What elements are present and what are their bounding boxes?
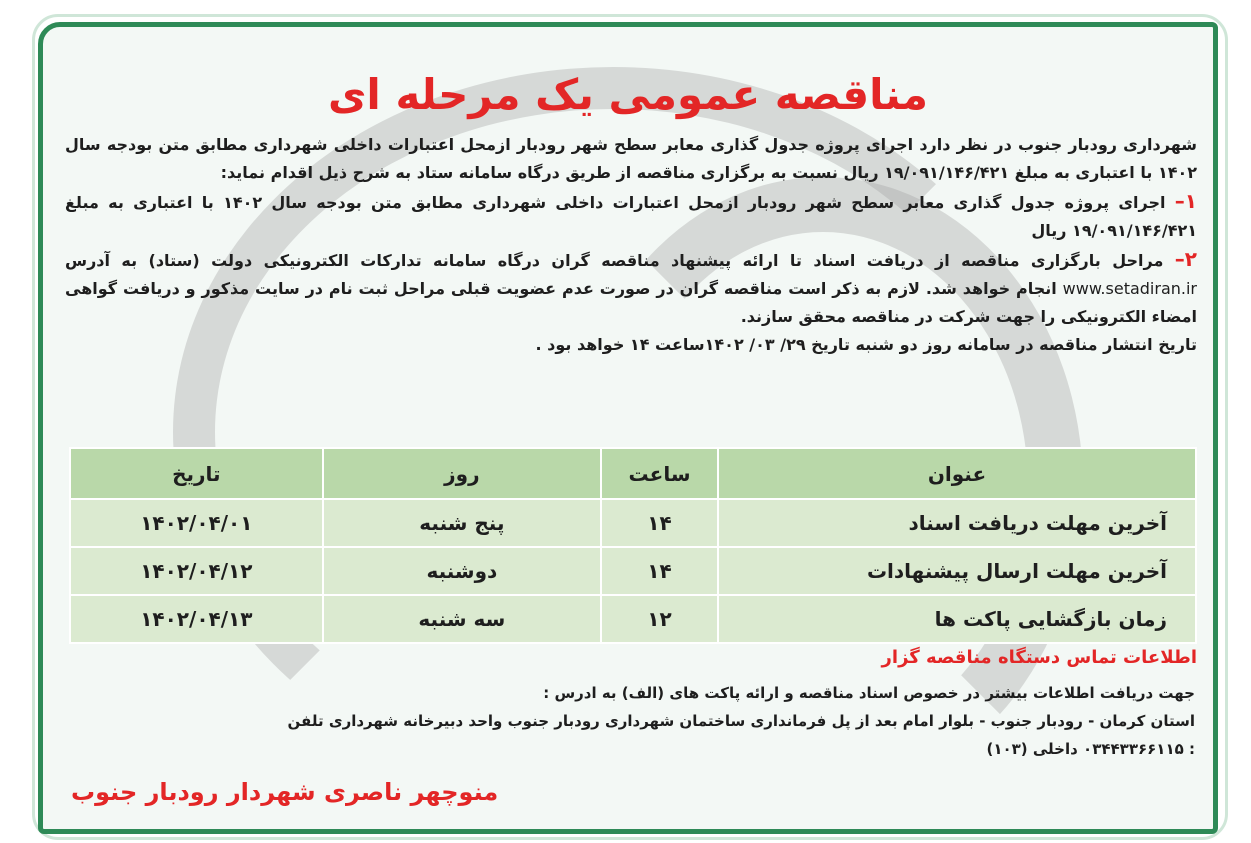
page-title: مناقصه عمومی یک مرحله ای [327, 70, 929, 119]
table-row [70, 595, 1196, 643]
contact-title: اطلاعات تماس دستگاه مناقصه گزار [881, 647, 1197, 668]
ad-frame [38, 22, 1218, 834]
contact-phone: : ۰۳۴۴۳۳۶۶۱۱۵ داخلی (۱۰۳) [986, 740, 1195, 758]
item-number: ۱– [1174, 189, 1198, 213]
schedule-table [69, 447, 1197, 644]
item-text: مراحل بارگزاری مناقصه از دریافت اسناد تا ارائه پیشنهاد مناقصه گران درگاه سامانه تدارکات الکترونیکی دولت (ستاد) به آدرس [65, 251, 1164, 270]
setad-link[interactable]: www.setadiran.ir [1062, 279, 1198, 298]
publish-note: تاریخ انتشار مناقصه در سامانه روز دو شنبه تاریخ ۲۹/ ۰۳/ ۱۴۰۲ساعت ۱۴ خواهد بود . [535, 335, 1197, 354]
contact-info [63, 679, 1195, 763]
cell-date: ۱۴۰۲/۰۴/۰۱ [70, 499, 323, 547]
cell-date: ۱۴۰۲/۰۴/۱۳ [70, 595, 323, 643]
header-title: عنوان [718, 448, 1196, 499]
cell-hour: ۱۴ [601, 499, 718, 547]
cell-day: سه شنبه [323, 595, 601, 643]
item-2 [65, 245, 1197, 331]
cell-hour: ۱۲ [601, 595, 718, 643]
cell-day: دوشنبه [323, 547, 601, 595]
signature: منوچهر ناصری شهردار رودبار جنوب [71, 778, 499, 806]
cell-hour: ۱۴ [601, 547, 718, 595]
item-1 [65, 187, 1197, 245]
cell-date: ۱۴۰۲/۰۴/۱۲ [70, 547, 323, 595]
item-text: اجرای پروژه جدول گذاری معابر سطح شهر رودبار ازمحل اعتبارات داخلی شهرداری مطابق متن بودجه سال ۱۴۰۲ با اعتباری به مبلغ ۱۹/۰۹۱/۱۴۶/۴۲۱ ریال [65, 193, 1197, 240]
item-number: ۲– [1174, 247, 1197, 271]
contact-line: جهت دریافت اطلاعات بیشتر در خصوص اسناد مناقصه و ارائه پاکت های (الف) به ادرس : [543, 684, 1195, 702]
body-text [65, 131, 1197, 359]
item-text: انجام خواهد شد. لازم به ذکر است مناقصه گران در صورت عدم عضویت قبلی مراحل ثبت نام در سایت مذکور و دریافت گواهی امضاء الکترونیکی را جهت شرکت در مناقصه محقق سازند. [65, 279, 1197, 326]
intro-paragraph: شهرداری رودبار جنوب در نظر دارد اجرای پروژه جدول گذاری معابر سطح شهر رودبار ازمحل اعتبارات داخلی شهرداری مطابق متن بودجه سال ۱۴۰۲ با اعتباری به مبلغ ۱۹/۰۹۱/۱۴۶/۴۲۱ ریال نسبت به برگزاری مناقصه از طریق درگاه سامانه ستاد به شرح ذیل اقدام نماید: [65, 135, 1197, 182]
header-day: روز [323, 448, 601, 499]
contact-address: استان کرمان - رودبار جنوب - بلوار امام بعد از پل فرمانداری ساختمان شهرداری رودبار جنوب واحد دبیرخانه شهرداری تلفن [287, 712, 1195, 730]
table-header-row [70, 448, 1196, 499]
cell-title: زمان بازگشایی پاکت ها [718, 595, 1196, 643]
header-hour: ساعت [601, 448, 718, 499]
header-date: تاریخ [70, 448, 323, 499]
cell-day: پنج شنبه [323, 499, 601, 547]
table-row [70, 547, 1196, 595]
table-row [70, 499, 1196, 547]
cell-title: آخرین مهلت ارسال پیشنهادات [718, 547, 1196, 595]
cell-title: آخرین مهلت دریافت اسناد [718, 499, 1196, 547]
